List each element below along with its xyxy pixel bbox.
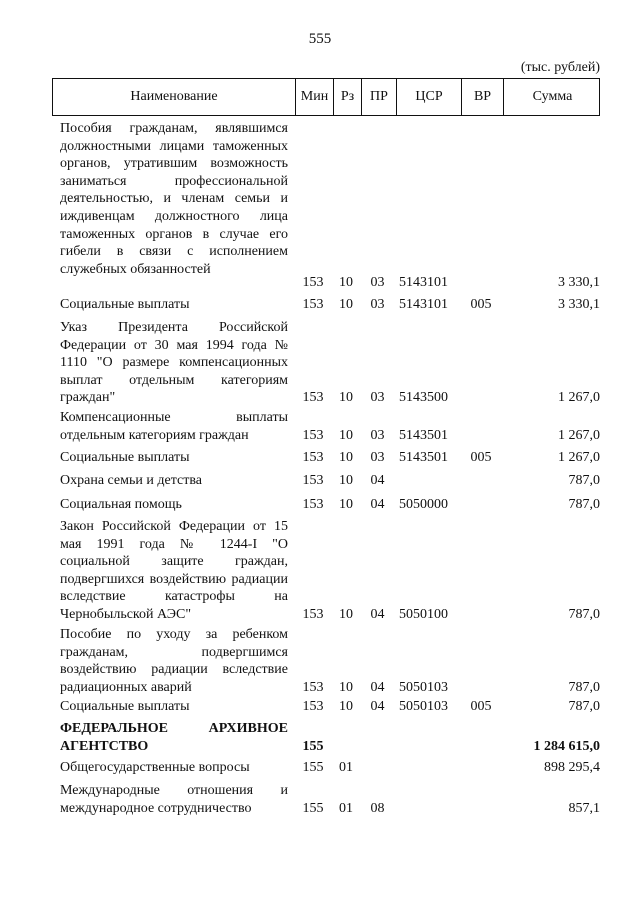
table-row-agency bbox=[52, 720, 600, 755]
row-csr: 5050103 bbox=[399, 699, 448, 715]
table-row bbox=[52, 759, 600, 777]
row-pr: 04 bbox=[370, 473, 385, 489]
row-sum: 787,0 bbox=[568, 473, 600, 489]
row-name: Международные отношения и международное сотрудничество bbox=[60, 783, 288, 816]
table-row bbox=[52, 472, 600, 490]
row-sum: 1 284 615,0 bbox=[533, 738, 600, 754]
row-sum: 3 330,1 bbox=[558, 275, 600, 291]
row-rz: 10 bbox=[339, 679, 353, 695]
header-csr: ЦСР bbox=[396, 79, 461, 115]
row-pr: 04 bbox=[370, 607, 385, 623]
row-sum: 857,1 bbox=[568, 800, 600, 816]
row-pr: 04 bbox=[370, 699, 385, 715]
row-sum: 3 330,1 bbox=[558, 297, 600, 313]
row-csr: 5050000 bbox=[399, 497, 448, 513]
row-csr: 5143500 bbox=[399, 390, 448, 406]
row-pr: 04 bbox=[370, 679, 385, 695]
row-csr: 5143101 bbox=[399, 275, 448, 291]
row-pr: 03 bbox=[370, 297, 385, 313]
page-number: 555 bbox=[308, 31, 332, 47]
row-name: Компенсационные выплаты отдельным категориям граждан bbox=[60, 410, 288, 443]
row-min: 153 bbox=[302, 390, 324, 406]
header-vr: ВР bbox=[461, 79, 503, 115]
row-rz: 10 bbox=[339, 450, 353, 466]
row-rz: 10 bbox=[339, 497, 353, 513]
table-row bbox=[52, 296, 600, 314]
row-sum: 787,0 bbox=[568, 497, 600, 513]
row-sum: 1 267,0 bbox=[558, 427, 600, 443]
row-csr: 5143501 bbox=[399, 450, 448, 466]
row-min: 153 bbox=[302, 275, 324, 291]
row-csr: 5050100 bbox=[399, 607, 448, 623]
row-csr: 5050103 bbox=[399, 679, 448, 695]
table-row bbox=[52, 409, 600, 444]
row-rz: 01 bbox=[339, 760, 353, 776]
row-name: Указ Президента Российской Федерации от 30 мая 1994 года № 1110 "О размере компенсационных выплат отдельным категориям граждан" bbox=[60, 320, 288, 406]
row-pr: 03 bbox=[370, 427, 385, 443]
row-min: 153 bbox=[302, 699, 324, 715]
table-row bbox=[52, 782, 600, 817]
row-pr: 08 bbox=[370, 800, 385, 816]
table-row bbox=[52, 120, 600, 292]
row-rz: 10 bbox=[339, 390, 353, 406]
row-min: 153 bbox=[302, 607, 324, 623]
row-min: 153 bbox=[302, 297, 324, 313]
row-vr: 005 bbox=[470, 297, 492, 313]
header-name: Наименование bbox=[130, 89, 218, 104]
row-name: Социальные выплаты bbox=[60, 699, 190, 714]
header-rz: Рз bbox=[333, 79, 361, 115]
row-sum: 787,0 bbox=[568, 699, 600, 715]
header-pr: ПР bbox=[361, 79, 396, 115]
row-pr: 03 bbox=[370, 275, 385, 291]
row-sum: 1 267,0 bbox=[558, 390, 600, 406]
row-min: 155 bbox=[302, 800, 324, 816]
header-sum: Сумма bbox=[503, 79, 601, 115]
row-name: Закон Российской Федерации от 15 мая 1991 года № 1244-I "О социальной защите граждан, подвергшихся воздействию радиации вследствие катастрофы на Чернобыльской АЭС" bbox=[60, 519, 288, 622]
row-min: 153 bbox=[302, 450, 324, 466]
row-min: 153 bbox=[302, 497, 324, 513]
table-row bbox=[52, 626, 600, 696]
units-note: (тыс. рублей) bbox=[520, 60, 600, 75]
table-row bbox=[52, 449, 600, 467]
row-vr: 005 bbox=[470, 699, 492, 715]
row-name: Социальная помощь bbox=[60, 497, 182, 512]
row-name: Охрана семьи и детства bbox=[60, 473, 202, 488]
row-sum: 787,0 bbox=[568, 679, 600, 695]
row-sum: 898 295,4 bbox=[544, 760, 600, 776]
table-row bbox=[52, 496, 600, 514]
row-min: 153 bbox=[302, 679, 324, 695]
row-rz: 10 bbox=[339, 607, 353, 623]
table-header bbox=[52, 78, 600, 116]
row-name: Социальные выплаты bbox=[60, 450, 190, 465]
table-row bbox=[52, 698, 600, 716]
row-min: 153 bbox=[302, 427, 324, 443]
row-name: Социальные выплаты bbox=[60, 297, 190, 312]
row-pr: 03 bbox=[370, 390, 385, 406]
table-row bbox=[52, 518, 600, 624]
row-rz: 10 bbox=[339, 275, 353, 291]
row-rz: 10 bbox=[339, 473, 353, 489]
row-rz: 10 bbox=[339, 297, 353, 313]
row-name: ФЕДЕРАЛЬНОЕ АРХИВНОЕ АГЕНТСТВО bbox=[60, 721, 288, 754]
row-name: Общегосударственные вопросы bbox=[60, 760, 250, 775]
row-pr: 03 bbox=[370, 450, 385, 466]
row-csr: 5143501 bbox=[399, 427, 448, 443]
row-vr: 005 bbox=[470, 450, 492, 466]
row-min: 155 bbox=[302, 760, 324, 776]
row-rz: 10 bbox=[339, 427, 353, 443]
row-name: Пособие по уходу за ребенком гражданам, подвергшимся воздействию радиации вследствие радиационных аварий bbox=[60, 627, 288, 695]
row-rz: 01 bbox=[339, 800, 353, 816]
row-pr: 04 bbox=[370, 497, 385, 513]
row-sum: 1 267,0 bbox=[558, 450, 600, 466]
row-csr: 5143101 bbox=[399, 297, 448, 313]
row-min: 153 bbox=[302, 473, 324, 489]
table-row bbox=[52, 319, 600, 407]
row-rz: 10 bbox=[339, 699, 353, 715]
header-min: Мин bbox=[295, 79, 333, 115]
row-name: Пособия гражданам, являвшимся должностными лицами таможенных органов, утратившим возможность заниматься профессиональной деятельностью, и членам семьи и иждивенцам должностного лица таможенных органов в случае его гибели в связи с исполнением служебных обязанностей bbox=[60, 121, 288, 277]
row-min: 155 bbox=[302, 738, 324, 754]
row-sum: 787,0 bbox=[568, 607, 600, 623]
